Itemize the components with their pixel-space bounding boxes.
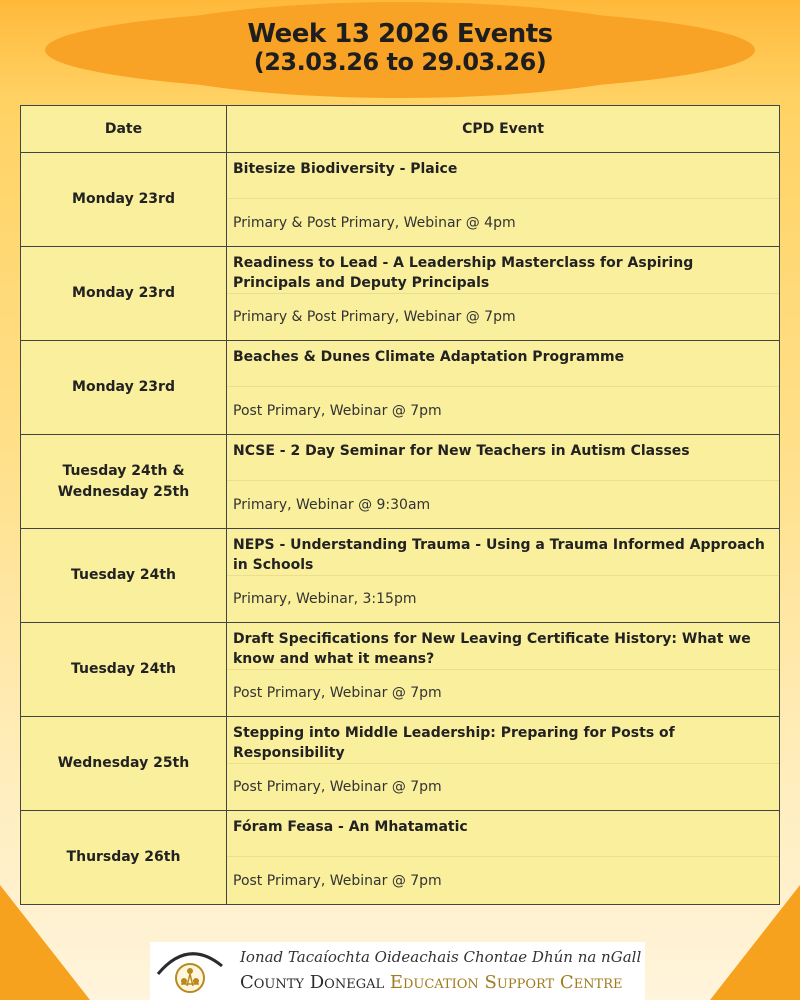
event-title: Stepping into Middle Leadership: Preparing for Posts of Responsibility <box>227 717 779 764</box>
footer-english-name-part2: Education Support Centre <box>389 972 623 993</box>
table-row <box>21 153 780 247</box>
event-title: Beaches & Dunes Climate Adaptation Programme <box>227 341 779 387</box>
events-table <box>20 105 780 905</box>
event-info: Post Primary, Webinar @ 7pm <box>233 872 442 889</box>
event-date: Tuesday 24th <box>21 623 227 717</box>
event-info: Primary & Post Primary, Webinar @ 4pm <box>233 214 516 231</box>
event-date: Monday 23rd <box>21 247 227 341</box>
event-title: NCSE - 2 Day Seminar for New Teachers in Autism Classes <box>227 435 779 481</box>
column-header-date: Date <box>21 106 227 153</box>
event-date: Tuesday 24th & Wednesday 25th <box>21 435 227 529</box>
event-title: Draft Specifications for New Leaving Certificate History: What we know and what it means? <box>227 623 779 670</box>
page-subtitle: (23.03.26 to 29.03.26) <box>253 48 547 76</box>
table-row <box>21 717 780 811</box>
event-cell <box>227 811 780 905</box>
table-row <box>21 529 780 623</box>
event-title: Fóram Feasa - An Mhatamatic <box>227 811 779 857</box>
event-cell <box>227 717 780 811</box>
table-row <box>21 811 780 905</box>
table-row <box>21 247 780 341</box>
event-cell <box>227 153 780 247</box>
footer-english-name <box>240 972 623 993</box>
event-date: Wednesday 25th <box>21 717 227 811</box>
event-date: Monday 23rd <box>21 341 227 435</box>
event-cell <box>227 435 780 529</box>
event-title: Readiness to Lead - A Leadership Masterclass for Aspiring Principals and Deputy Principals <box>227 247 779 294</box>
event-cell <box>227 623 780 717</box>
event-info: Primary, Webinar @ 9:30am <box>233 496 431 513</box>
table-row <box>21 435 780 529</box>
event-info: Post Primary, Webinar @ 7pm <box>233 779 442 795</box>
table-header-row <box>21 106 780 153</box>
footer-irish-name: Ionad Tacaíochta Oideachais Chontae Dhún na nGall <box>240 948 642 966</box>
table-row <box>21 623 780 717</box>
education-centre-logo-icon <box>154 944 226 998</box>
event-title: NEPS - Understanding Trauma - Using a Trauma Informed Approach in Schools <box>227 529 779 576</box>
event-info: Post Primary, Webinar @ 7pm <box>233 685 442 701</box>
table-row <box>21 341 780 435</box>
page-title: Week 13 2026 Events <box>247 19 553 49</box>
event-info: Primary, Webinar, 3:15pm <box>233 591 417 607</box>
event-cell <box>227 529 780 623</box>
footer-banner <box>150 942 645 1000</box>
event-cell <box>227 341 780 435</box>
event-date: Thursday 26th <box>21 811 227 905</box>
event-info: Primary & Post Primary, Webinar @ 7pm <box>233 309 516 325</box>
column-header-event: CPD Event <box>227 106 780 153</box>
footer-english-name-part1: County Donegal <box>240 972 390 993</box>
event-info: Post Primary, Webinar @ 7pm <box>233 402 442 419</box>
event-title: Bitesize Biodiversity - Plaice <box>227 153 779 199</box>
event-date: Tuesday 24th <box>21 529 227 623</box>
event-date: Monday 23rd <box>21 153 227 247</box>
event-cell <box>227 247 780 341</box>
page-header <box>0 20 800 76</box>
